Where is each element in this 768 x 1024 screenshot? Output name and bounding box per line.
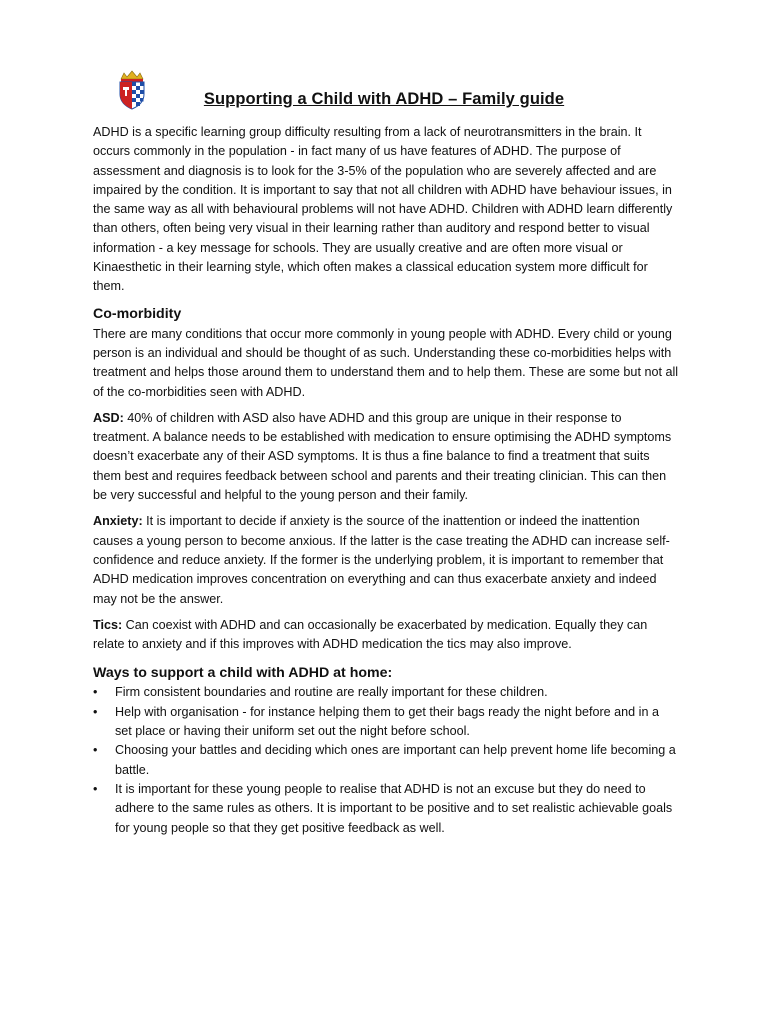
list-item (93, 683, 679, 702)
comorbidity-asd (93, 409, 679, 505)
tics-term: Tics: (93, 617, 123, 632)
list-item (93, 741, 679, 780)
bullet-icon: • (93, 704, 98, 719)
crest-crown-icon (121, 71, 143, 82)
anxiety-term: Anxiety: (93, 514, 143, 529)
bullet-icon: • (93, 743, 98, 758)
list-item-text: Help with organisation - for instance helping them to get their bags ready the night before and in a set place or having their uniform set out the night before school. (115, 704, 659, 739)
comorbidity-heading: Co-morbidity (93, 305, 182, 322)
list-item (93, 703, 679, 742)
list-item (93, 780, 679, 838)
comorbidity-tics (93, 616, 679, 655)
asd-term: ASD: (93, 410, 124, 425)
document-body (93, 123, 679, 838)
comorbidity-anxiety (93, 512, 679, 608)
list-item-text: Firm consistent boundaries and routine are really important for these children. (115, 685, 548, 700)
list-item-text: It is important for these young people to realise that ADHD is not an excuse but they do need to adhere to the same rules as others. It is important to be positive and to set realistic achievable goals for young people so that they get positive feedback as well. (115, 781, 673, 835)
anxiety-text: It is important to decide if anxiety is the source of the inattention or indeed the inattention causes a young person to become anxious. If the latter is the case treating the ADHD can increase self-confidence and reduce anxiety. If the former is the underlying problem, it is important to remember that ADHD medication improves concentration on everything and can thus exacerbate anxiety and indeed may not be the answer. (93, 514, 670, 606)
tics-text: Can coexist with ADHD and can occasionally be exacerbated by medication. Equally they can relate to anxiety and if this improves with ADHD medication the tics may also improve. (93, 617, 648, 652)
bullet-icon: • (93, 685, 98, 700)
support-heading: Ways to support a child with ADHD at home: (93, 665, 393, 682)
page-title: Supporting a Child with ADHD – Family guide (203, 90, 565, 108)
asd-text: 40% of children with ASD also have ADHD and this group are unique in their response to treatment. A balance needs to be established with medication to ensure optimising the ADHD symptoms doesn’t exacerbate any of their ASD symptoms. It is thus a fine balance to find a treatment that suits them best and requires feedback between school and parents and their treating clinician. This can then be very successful and helpful to the young person and their family. (93, 410, 672, 503)
support-list (93, 683, 679, 837)
intro-paragraph: ADHD is a specific learning group difficulty resulting from a lack of neurotransmitters in the brain. It occurs commonly in the population - in fact many of us have features of ADHD. The purpose of assessment and diagnosis is to look for the 3-5% of the population who are severely affected and are impaired by the condition. It is important to say that not all children with ADHD have behaviour issues, in the same way as all with behavioural problems will not have ADHD. Children with ADHD learn differently than others, often being very visual in their learning rather than auditory and respond better to visual information - a key message for schools. They are usually creative and are often more visual or Kinaesthetic in their learning style, which often makes a classical education system more difficult for them. (93, 125, 673, 294)
comorbidity-intro: There are many conditions that occur more commonly in young people with ADHD. Every child or young person is an individual and should be thought of as such. Understanding these co-morbidities helps with treatment and helps those around them to understand them and to help them. These are some but not all of the co-morbidities seen with ADHD. (93, 326, 679, 399)
bullet-icon: • (93, 781, 98, 796)
list-item-text: Choosing your battles and deciding which ones are important can help prevent home life becoming a battle. (115, 743, 676, 777)
